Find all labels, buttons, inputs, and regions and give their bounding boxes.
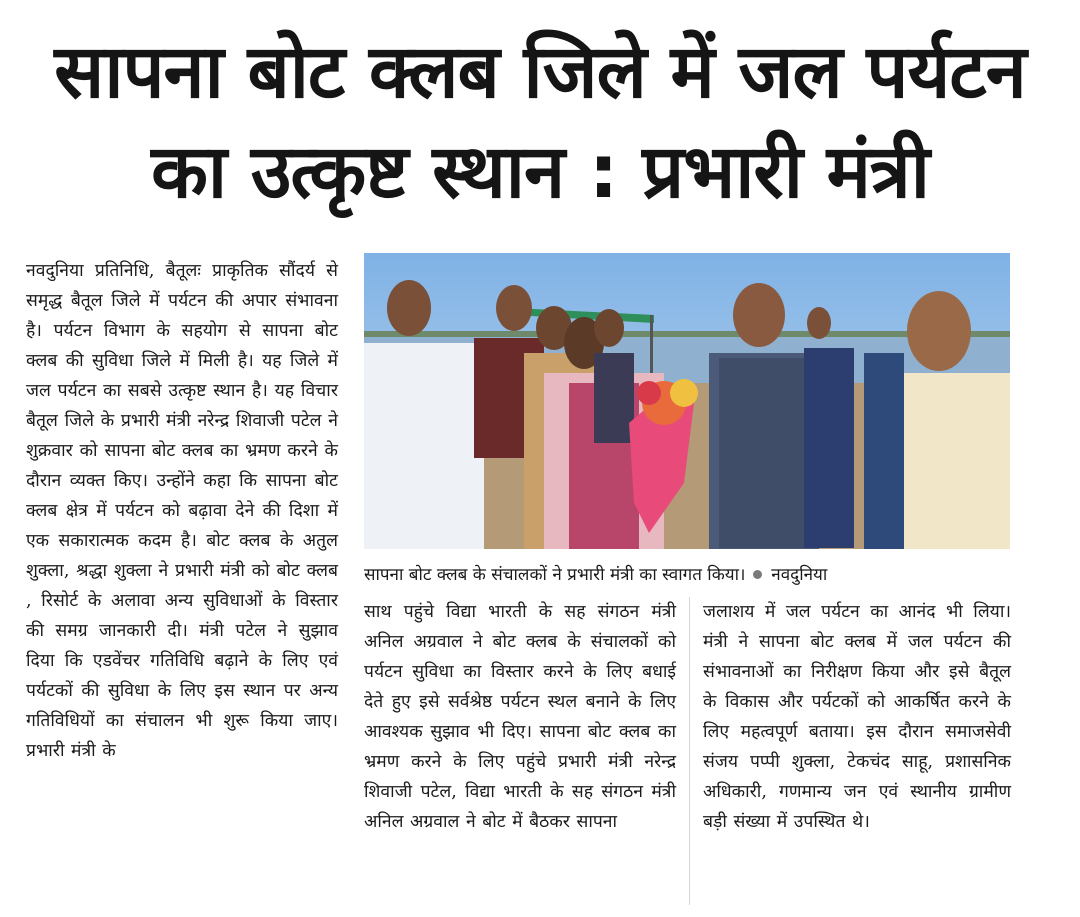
article-text-col3: जलाशय में जल पर्यटन का आनंद भी लिया। मंत्री ने सापना बोट क्लब में जल पर्यटन की संभावनाओं का निरीक्षण किया और इसे बैतूल के विकास और पर्यटकों को आकर्षित करने के लिए महत्वपूर्ण बताया। इस दौरान समाजसेवी संजय पप्पी शुक्ला, टेकचंद साहू, प्रशासनिक अधिकारी, गणमान्य जन एवं स्थानीय ग्रामीण बड़ी संख्या में उपस्थित थे। bbox=[703, 602, 1011, 832]
news-photo bbox=[364, 253, 1010, 549]
bullet-dot-icon bbox=[753, 570, 762, 579]
column-divider bbox=[689, 597, 690, 905]
article-column-3 bbox=[703, 597, 1011, 837]
group-welcome-illustration bbox=[364, 253, 1010, 549]
photo-caption bbox=[364, 562, 1010, 588]
article-text-col1: नवदुनिया प्रतिनिधि, बैतूलः प्राकृतिक सौंदर्य से समृद्ध बैतूल जिले में पर्यटन की अपार संभावना है। पर्यटन विभाग के सहयोग से सापना बोट क्लब की सुविधा जिले में मिली है। यह जिले में जल पर्यटन का सबसे उत्कृष्ट स्थान है। यह विचार बैतूल जिले के प्रभारी मंत्री नरेन्द्र शिवाजी पटेल ने शुक्रवार को सापना बोट क्लब का भ्रमण करने के दौरान व्यक्त किए। उन्होंने कहा कि सापना बोट क्लब क्षेत्र में पर्यटन को बढ़ावा देने की दिशा में एक सकारात्मक कदम है। बोट क्लब के अतुल शुक्ला, श्रद्धा शुक्ला ने प्रभारी मंत्री को बोट क्लब , रिसोर्ट के अलावा अन्य सुविधाओं के विस्तार की समग्र जानकारी दी। मंत्री पटेल ने सुझाव दिया कि एडवेंचर गतिविधि बढ़ाने के लिए एवं पर्यटकों की सुविधा के लिए इस स्थान पर अन्य गतिविधियों का संचालन भी शुरू किया जाए। प्रभारी मंत्री के bbox=[26, 261, 338, 761]
headline-line-2: का उत्कृष्ट स्थान : प्रभारी मंत्री bbox=[151, 129, 929, 215]
article-column-1 bbox=[26, 256, 338, 766]
headline-line-1: सापना बोट क्लब जिले में जल पर्यटन bbox=[54, 29, 1026, 115]
photo-caption-text: सापना बोट क्लब के संचालकों ने प्रभारी मंत्री का स्वागत किया। bbox=[364, 565, 746, 585]
photo-credit: नवदुनिया bbox=[771, 565, 828, 585]
article-column-2 bbox=[364, 597, 676, 837]
article-text-col2: साथ पहुंचे विद्या भारती के सह संगठन मंत्री अनिल अग्रवाल ने बोट क्लब के संचालकों को पर्यटन सुविधा का विस्तार करने के लिए बधाई देते हुए इसे सर्वश्रेष्ठ पर्यटन स्थल बनाने के लिए आवश्यक सुझाव भी दिए। सापना बोट क्लब का भ्रमण करने के लिए पहुंचे प्रभारी मंत्री नरेन्द्र शिवाजी पटेल, विद्या भारती के सह संगठन मंत्री अनिल अग्रवाल ने बोट में बैठकर सापना bbox=[364, 602, 676, 832]
headline bbox=[0, 22, 1080, 222]
